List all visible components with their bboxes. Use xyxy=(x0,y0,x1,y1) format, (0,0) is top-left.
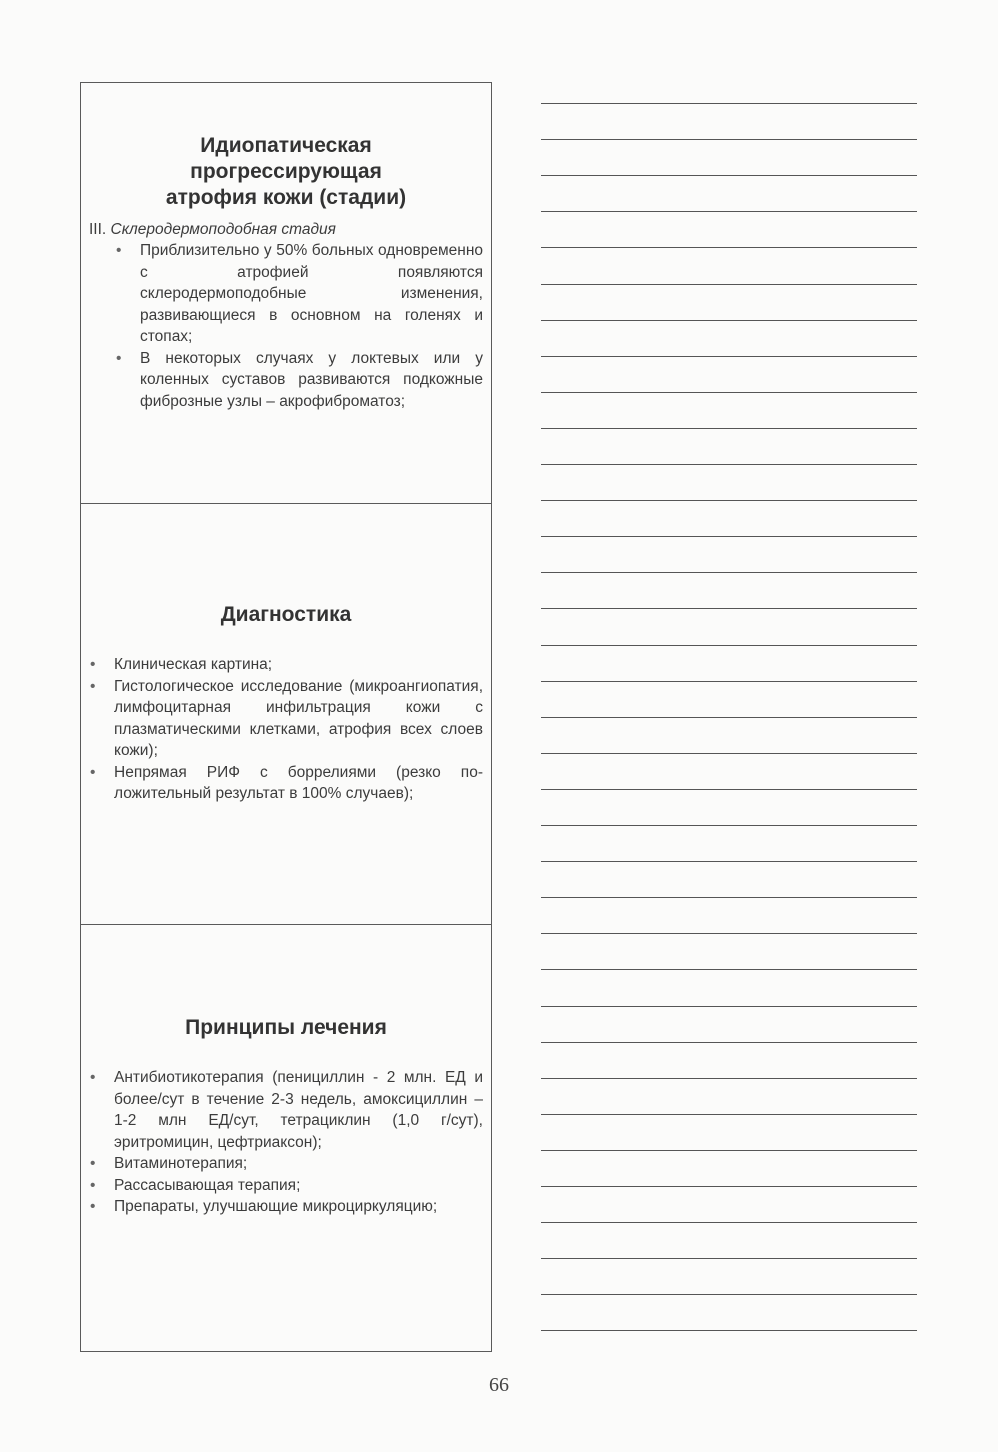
slide-title: Принципы лечения xyxy=(185,1016,387,1039)
note-line xyxy=(541,139,917,140)
note-line xyxy=(541,789,917,790)
slides-column xyxy=(80,82,492,1352)
stage-heading xyxy=(89,219,491,240)
note-line xyxy=(541,464,917,465)
note-line xyxy=(541,428,917,429)
slide-atrophy-stages xyxy=(81,83,491,503)
note-line xyxy=(541,1222,917,1223)
note-line xyxy=(541,861,917,862)
list-item: • Витаминотерапия; xyxy=(114,1153,491,1175)
note-line xyxy=(541,1042,917,1043)
bullet-list xyxy=(114,654,491,805)
list-item: • В некоторых случаях у локтевых или у коленных суставов развиваются подкожные фиброзные узлы – акрофиброматоз; xyxy=(140,348,491,413)
note-line xyxy=(541,103,917,104)
bullet-list xyxy=(140,240,491,412)
note-line xyxy=(541,211,917,212)
note-line xyxy=(541,1078,917,1079)
title-line: атрофия кожи (стадии) xyxy=(165,186,407,209)
list-item: • Непрямая РИФ с боррелиями (резко положительный результат в 100% случаев); xyxy=(114,762,491,805)
note-line xyxy=(541,356,917,357)
note-line xyxy=(541,572,917,573)
list-item: • Клиническая картина; xyxy=(114,654,491,676)
note-line xyxy=(541,1006,917,1007)
note-line xyxy=(541,969,917,970)
stage-numeral: III. xyxy=(89,221,107,238)
note-line xyxy=(541,1258,917,1259)
note-line xyxy=(541,608,917,609)
title-line: Идиопатическая xyxy=(200,134,372,157)
list-item: • Приблизительно у 50% больных одновременно с атрофией появляются склеродермоподобные изменения, развивающиеся в основном на голенях и стопах; xyxy=(140,240,491,348)
note-line xyxy=(541,645,917,646)
list-item: • Гистологическое исследование (микроангиопатия, лимфоцитарная инфильтрация кожи с плазматическими клетками, атрофия всех слоев кожи); xyxy=(114,676,491,762)
note-line xyxy=(541,1150,917,1151)
note-line xyxy=(541,284,917,285)
slide-title xyxy=(81,83,491,211)
note-line xyxy=(541,1186,917,1187)
page-number: 66 xyxy=(489,1374,509,1396)
note-line xyxy=(541,825,917,826)
note-line xyxy=(541,320,917,321)
slide-treatment xyxy=(81,924,491,1351)
note-line xyxy=(541,536,917,537)
note-line xyxy=(541,897,917,898)
note-line xyxy=(541,1294,917,1295)
note-line xyxy=(541,247,917,248)
note-line xyxy=(541,175,917,176)
list-item: • Препараты, улучшающие микроциркуляцию; xyxy=(114,1196,491,1218)
note-line xyxy=(541,1114,917,1115)
note-line xyxy=(541,1330,917,1331)
bullet-list xyxy=(114,1067,491,1218)
stage-label: Склеродермоподобная стадия xyxy=(110,221,336,238)
note-line xyxy=(541,717,917,718)
note-line xyxy=(541,500,917,501)
title-line: прогрессирующая xyxy=(190,160,382,183)
note-line xyxy=(541,933,917,934)
slide-diagnostics xyxy=(81,503,491,924)
note-line xyxy=(541,681,917,682)
slide-title: Диагностика xyxy=(220,603,352,626)
list-item: • Рассасывающая терапия; xyxy=(114,1175,491,1197)
list-item: • Антибиотикотерапия (пенициллин - 2 млн. ЕД и более/сут в течение 2-3 недель, амоксициллин – 1-2 млн ЕД/сут, тетрациклин (1,0 г/сут), эритромицин, цефтриаксон); xyxy=(114,1067,491,1153)
note-line xyxy=(541,753,917,754)
note-line xyxy=(541,392,917,393)
